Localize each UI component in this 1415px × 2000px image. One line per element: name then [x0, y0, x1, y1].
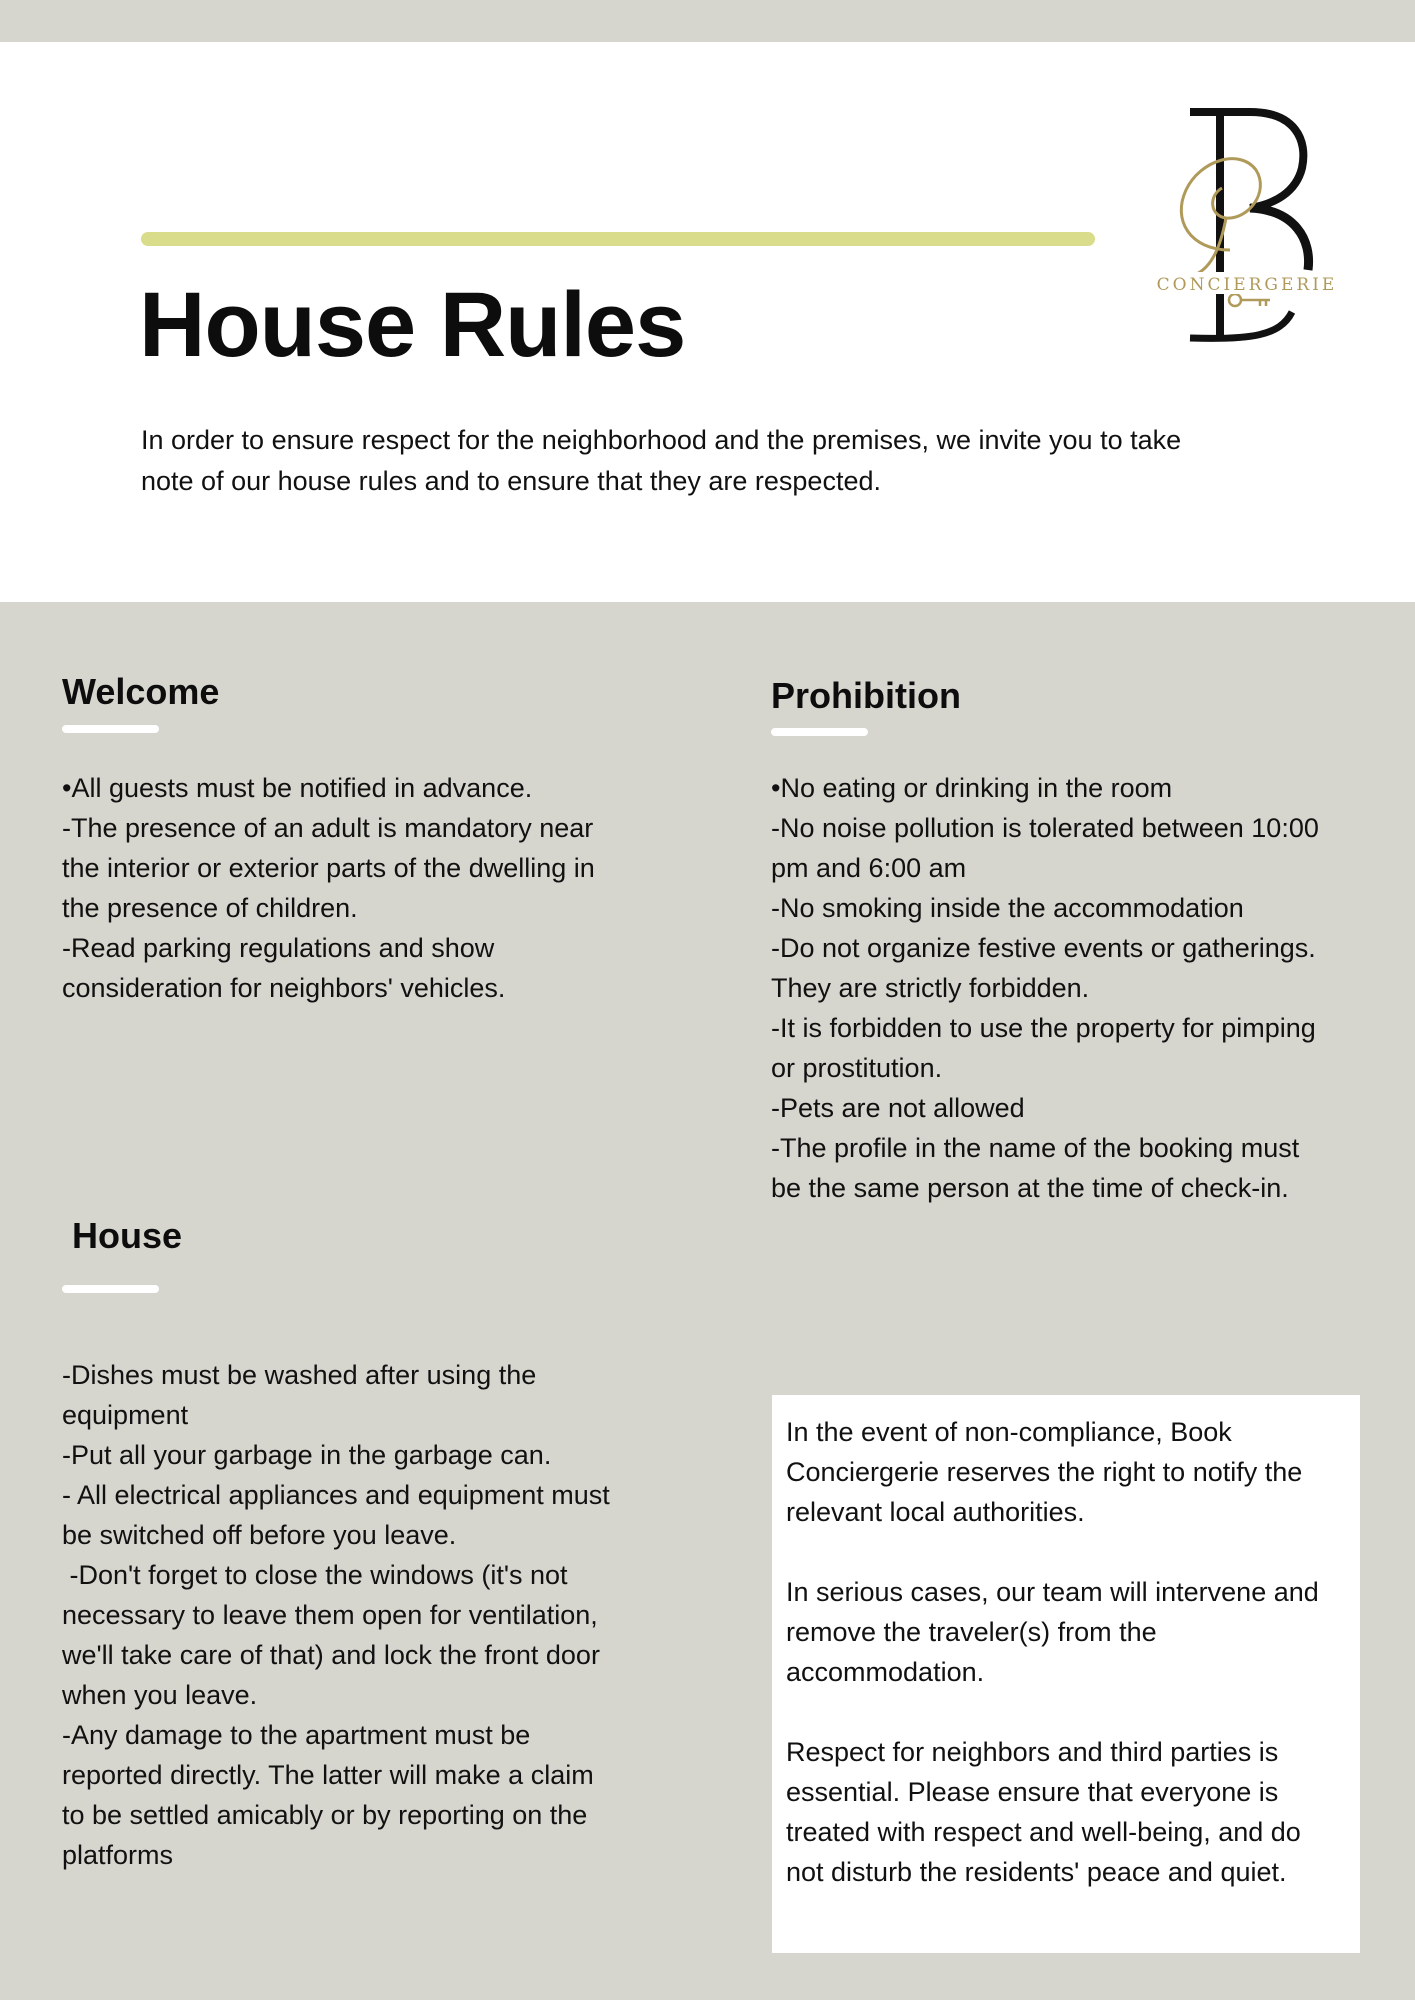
- house-title: House: [72, 1215, 183, 1256]
- house-line: -Don't forget to close the windows (it's not: [62, 1560, 568, 1590]
- logo-b-stem: [1216, 112, 1224, 338]
- notice-line: treated with respect and well-being, and do: [786, 1817, 1301, 1847]
- logo-wordmark: CONCIERGERIE: [1156, 275, 1338, 295]
- house-line: equipment: [62, 1400, 189, 1430]
- welcome-text: [62, 768, 702, 1008]
- notice-line: relevant local authorities.: [786, 1497, 1085, 1527]
- house-line: -Any damage to the apartment must be: [62, 1720, 531, 1750]
- notice-line: accommodation.: [786, 1657, 985, 1687]
- house-line: -Dishes must be washed after using the: [62, 1360, 537, 1390]
- logo-b-upper-bowl: [1190, 112, 1303, 208]
- notice-line: not disturb the residents' peace and quiet.: [786, 1857, 1287, 1887]
- welcome-line: consideration for neighbors' vehicles.: [62, 973, 506, 1003]
- welcome-line: the interior or exterior parts of the dwelling in: [62, 853, 595, 883]
- prohibition-line: -The profile in the name of the booking must: [771, 1133, 1300, 1163]
- house-underline: [62, 1285, 159, 1293]
- prohibition-line: -Do not organize festive events or gatherings.: [771, 933, 1316, 963]
- welcome-line: the presence of children.: [62, 893, 358, 923]
- prohibition-line: -Pets are not allowed: [771, 1093, 1025, 1123]
- logo-b-lower-bowl: [1250, 208, 1309, 270]
- prohibition-line: They are strictly forbidden.: [771, 973, 1090, 1003]
- house-line: necessary to leave them open for ventilation,: [62, 1600, 598, 1630]
- notice-paragraph: [786, 1732, 1351, 1892]
- notice-line: Conciergerie reserves the right to notify the: [786, 1457, 1303, 1487]
- house-line: reported directly. The latter will make a claim: [62, 1760, 594, 1790]
- house-line: - All electrical appliances and equipment must: [62, 1480, 610, 1510]
- prohibition-text: [771, 768, 1371, 1208]
- conciergerie-logo: [1130, 100, 1360, 350]
- notice-paragraph: [786, 1572, 1351, 1692]
- house-line: when you leave.: [62, 1680, 258, 1710]
- prohibition-line: pm and 6:00 am: [771, 853, 967, 883]
- intro-text: [141, 420, 1271, 502]
- welcome-line: -The presence of an adult is mandatory near: [62, 813, 594, 843]
- house-line: -Put all your garbage in the garbage can.: [62, 1440, 552, 1470]
- notice-paragraph: [786, 1412, 1351, 1532]
- page-title: House Rules: [139, 274, 686, 376]
- notice-text: [786, 1412, 1351, 1892]
- logo-b-base: [1190, 312, 1292, 338]
- title-accent-bar: [141, 232, 1095, 246]
- notice-line: Respect for neighbors and third parties is: [786, 1737, 1279, 1767]
- prohibition-line: •No eating or drinking in the room: [771, 773, 1173, 803]
- intro-line: note of our house rules and to ensure that they are respected.: [141, 466, 881, 496]
- house-line: to be settled amicably or by reporting on the: [62, 1800, 588, 1830]
- prohibition-underline: [771, 728, 868, 736]
- house-text: [62, 1355, 722, 1875]
- prohibition-line: -No noise pollution is tolerated between 10:00: [771, 813, 1319, 843]
- house-line: we'll take care of that) and lock the front door: [62, 1640, 600, 1670]
- intro-line: In order to ensure respect for the neighborhood and the premises, we invite you to take: [141, 425, 1182, 455]
- prohibition-line: -No smoking inside the accommodation: [771, 893, 1244, 923]
- key-icon: [1229, 294, 1241, 306]
- welcome-underline: [62, 725, 159, 733]
- notice-line: In serious cases, our team will intervene and: [786, 1577, 1319, 1607]
- prohibition-line: be the same person at the time of check-in.: [771, 1173, 1289, 1203]
- prohibition-line: -It is forbidden to use the property for pimping: [771, 1013, 1316, 1043]
- welcome-title: Welcome: [62, 671, 220, 712]
- house-line: platforms: [62, 1840, 174, 1870]
- top-band: [0, 0, 1415, 42]
- notice-line: In the event of non-compliance, Book: [786, 1417, 1232, 1447]
- notice-line: remove the traveler(s) from the: [786, 1617, 1157, 1647]
- prohibition-line: or prostitution.: [771, 1053, 943, 1083]
- welcome-line: -Read parking regulations and show: [62, 933, 495, 963]
- house-line: be switched off before you leave.: [62, 1520, 457, 1550]
- welcome-line: •All guests must be notified in advance.: [62, 773, 533, 803]
- prohibition-title: Prohibition: [771, 675, 961, 716]
- notice-line: essential. Please ensure that everyone is: [786, 1777, 1279, 1807]
